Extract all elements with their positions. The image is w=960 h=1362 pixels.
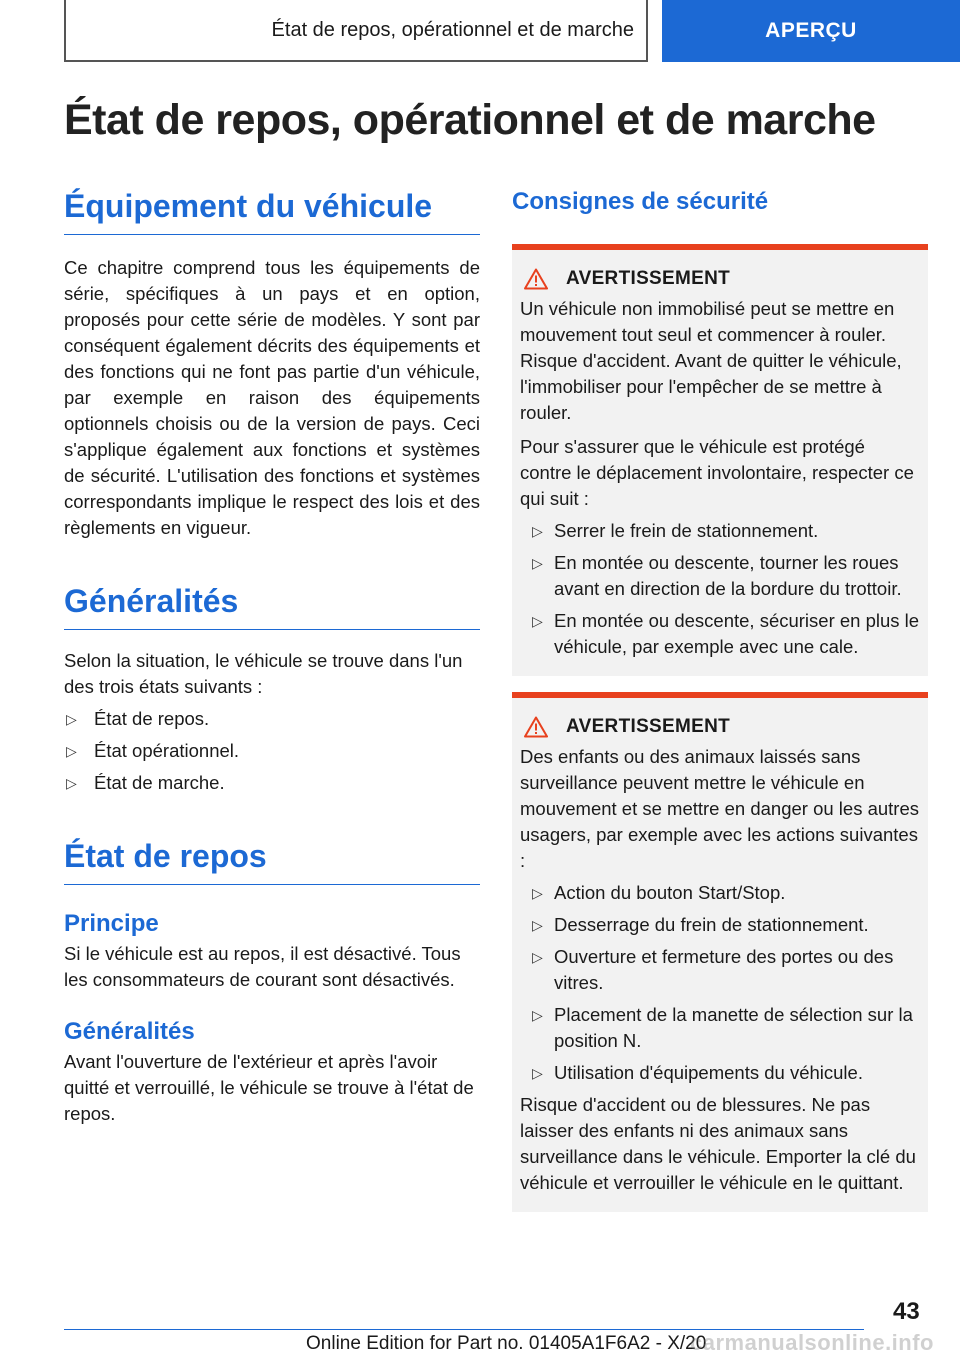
triangle-bullet-icon: ▷ <box>66 711 77 727</box>
heading-generalites-repos: Généralités <box>64 1018 195 1045</box>
warning-box-1 <box>512 244 928 676</box>
right-column <box>512 186 928 1212</box>
triangle-bullet-icon: ▷ <box>66 743 77 759</box>
list-item: ▷ En montée ou descente, tourner les roues avant en direction de la bordure du trottoir. <box>532 552 902 599</box>
list-item: ▷ Action du bouton Start/Stop. <box>520 880 920 906</box>
triangle-bullet-icon: ▷ <box>532 1065 543 1081</box>
list-item: ▷ État de marche. <box>64 770 480 796</box>
list-item: ▷ Placement de la manette de sélection sur la position N. <box>532 1004 913 1051</box>
warning-header <box>524 716 920 738</box>
page-number: 43 <box>893 1298 920 1325</box>
warning2-text1: Des enfants ou des animaux laissés sans surveillance peuvent mettre le véhicule en mouvement et se mettre en danger ou les autres usagers, par exemple avec les actions suivantes : <box>520 746 919 871</box>
list-item: ▷ État opérationnel. <box>64 738 480 764</box>
left-column <box>64 186 480 1127</box>
warning1-text1: Un véhicule non immobilisé peut se mettre en mouvement tout seul et commencer à rouler. Risque d'accident. Avant de quitter le véhicule, l'immobiliser pour l'empêcher de se mettre à rouler. <box>520 298 902 423</box>
equipement-text: Ce chapitre comprend tous les équipements de série, spécifiques à un pays et en option, proposés pour cette série de modèles. Y sont par conséquent également décrits des équipements et des fonctions qui ne font pas partie d'un véhicule, par exemple en raison des équipements optionnels choisis ou de la version de pays. Ceci s'applique également aux fonctions et systèmes de sécurité. L'utilisation des fonctions et systèmes correspondants implique le respect des lois et des règlements en vigueur. <box>64 257 480 538</box>
warning-triangle-icon <box>524 716 548 738</box>
heading-principe: Principe <box>64 910 159 937</box>
warning-label: AVERTISSEMENT <box>566 268 731 289</box>
generalites-repos-text: Avant l'ouverture de l'extérieur et après l'avoir quitté et verrouillé, le véhicule se trouve à l'état de repos. <box>64 1051 474 1124</box>
heading-etat-repos: État de repos <box>64 836 480 885</box>
principe-text: Si le véhicule est au repos, il est désactivé. Tous les consommateurs de courant sont désactivés. <box>64 943 461 990</box>
triangle-bullet-icon: ▷ <box>532 949 543 965</box>
etats-list <box>64 706 480 796</box>
warning2-text2: Risque d'accident ou de blessures. Ne pas laisser des enfants ni des animaux sans surveillance dans le véhicule. Emporter la clé du véhicule et verrouiller le véhicule en le quittant. <box>520 1094 916 1193</box>
heading-equipement: Équipement du véhicule <box>64 186 480 235</box>
triangle-bullet-icon: ▷ <box>532 885 543 901</box>
list-item: ▷ État de repos. <box>64 706 480 732</box>
triangle-bullet-icon: ▷ <box>532 613 543 629</box>
chapter-title: État de repos, opérationnel et de marche <box>271 18 634 41</box>
chapter-header <box>64 0 648 62</box>
heading-consignes: Consignes de sécurité <box>512 188 769 215</box>
triangle-bullet-icon: ▷ <box>532 523 543 539</box>
triangle-bullet-icon: ▷ <box>532 1007 543 1023</box>
page-title: État de repos, opérationnel et de marche <box>64 96 876 144</box>
list-item: ▷ Serrer le frein de stationnement. <box>520 518 920 544</box>
warning1-text2: Pour s'assurer que le véhicule est protégé contre le déplacement involontaire, respecter ce qui suit : <box>520 436 914 509</box>
list-item: ▷ En montée ou descente, sécuriser en plus le véhicule, par exemple avec une cale. <box>532 610 920 657</box>
triangle-bullet-icon: ▷ <box>532 555 543 571</box>
watermark: carmanualsonline.info <box>690 1330 934 1355</box>
warning1-list <box>520 518 920 660</box>
edition-text: Online Edition for Part no. 01405A1F6A2 - X/20 <box>306 1333 707 1354</box>
list-item: ▷ Ouverture et fermeture des portes ou des vitres. <box>532 946 894 993</box>
warning-header <box>524 268 920 290</box>
heading-generalites: Généralités <box>64 581 480 630</box>
list-item: ▷ Desserrage du frein de stationnement. <box>520 912 920 938</box>
list-item: ▷ Utilisation d'équipements du véhicule. <box>520 1060 920 1086</box>
warning-label: AVERTISSEMENT <box>566 716 731 737</box>
warning2-list <box>520 880 920 1086</box>
warning-box-2 <box>512 692 928 1212</box>
generalites-text: Selon la situation, le véhicule se trouve dans l'un des trois états suivants : <box>64 650 463 697</box>
triangle-bullet-icon: ▷ <box>532 917 543 933</box>
section-tab-label: APERÇU <box>765 19 857 42</box>
triangle-bullet-icon: ▷ <box>66 775 77 791</box>
warning-triangle-icon <box>524 268 548 290</box>
section-tab[interactable] <box>662 0 960 62</box>
